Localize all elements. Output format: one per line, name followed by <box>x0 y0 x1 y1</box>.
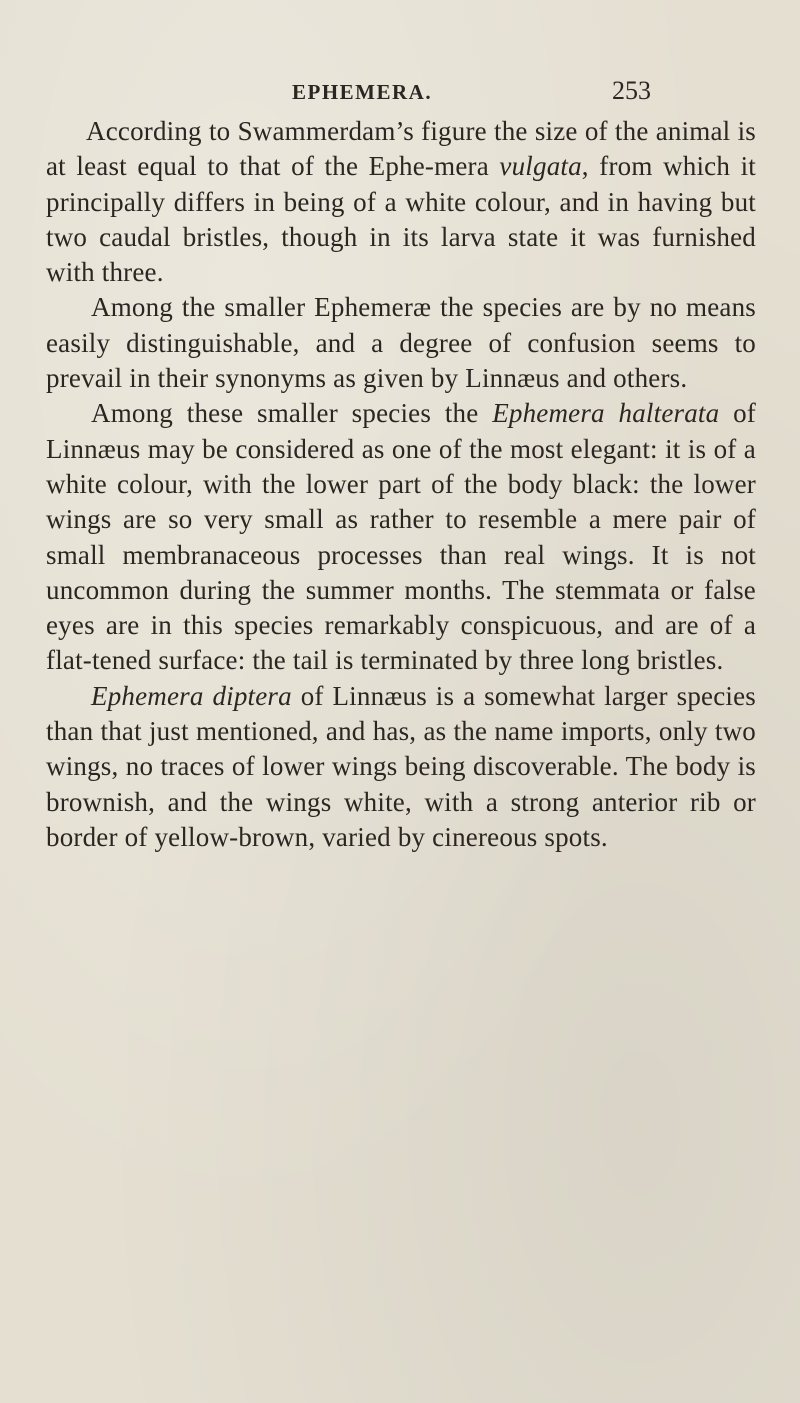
text-segment: , from which it principally differs in being of a white colour, and in having but two caudal bristles, though in its larva state it was furnished with three. <box>46 151 756 288</box>
text-segment: Among these smaller species the <box>91 398 493 429</box>
text-segment: According to Swammerdam’s figure the size of the animal is at least equal to that of the Ephe-mera <box>46 116 756 182</box>
running-title: EPHEMERA. <box>292 80 433 104</box>
running-head <box>0 76 800 110</box>
paragraph <box>46 679 756 855</box>
text-segment: of Linnæus may be considered as one of the most elegant: it is of a white colour, with the lower part of the body black: the lower wings are so very small as rather to resemble a mere pair of small membranaceous processes than real wings. It is not uncommon during the summer months. The stemmata or false eyes are in this species remarkably conspicuous, and are of a flat-tened surface: the tail is terminated by three long bristles. <box>46 398 756 676</box>
page-number: 253 <box>612 76 651 105</box>
paragraph <box>46 396 756 678</box>
italic-term: Ephemera diptera <box>91 680 292 711</box>
paragraph <box>46 290 756 396</box>
text-segment: Among the smaller Ephemeræ the species are by no means easily distinguishable, and a degree of confusion seems to prevail in their synonyms as given by Linnæus and others. <box>46 292 756 394</box>
body-text <box>46 114 756 855</box>
italic-term: Ephemera halterata <box>492 398 720 429</box>
text-segment: of Linnæus is a somewhat larger species than that just mentioned, and has, as the name imports, only two wings, no traces of lower wings being discoverable. The body is brownish, and the wings white, with a strong anterior rib or border of yellow-brown, varied by cinereous spots. <box>46 680 756 852</box>
paragraph <box>46 114 756 290</box>
italic-term: vulgata <box>499 151 582 182</box>
